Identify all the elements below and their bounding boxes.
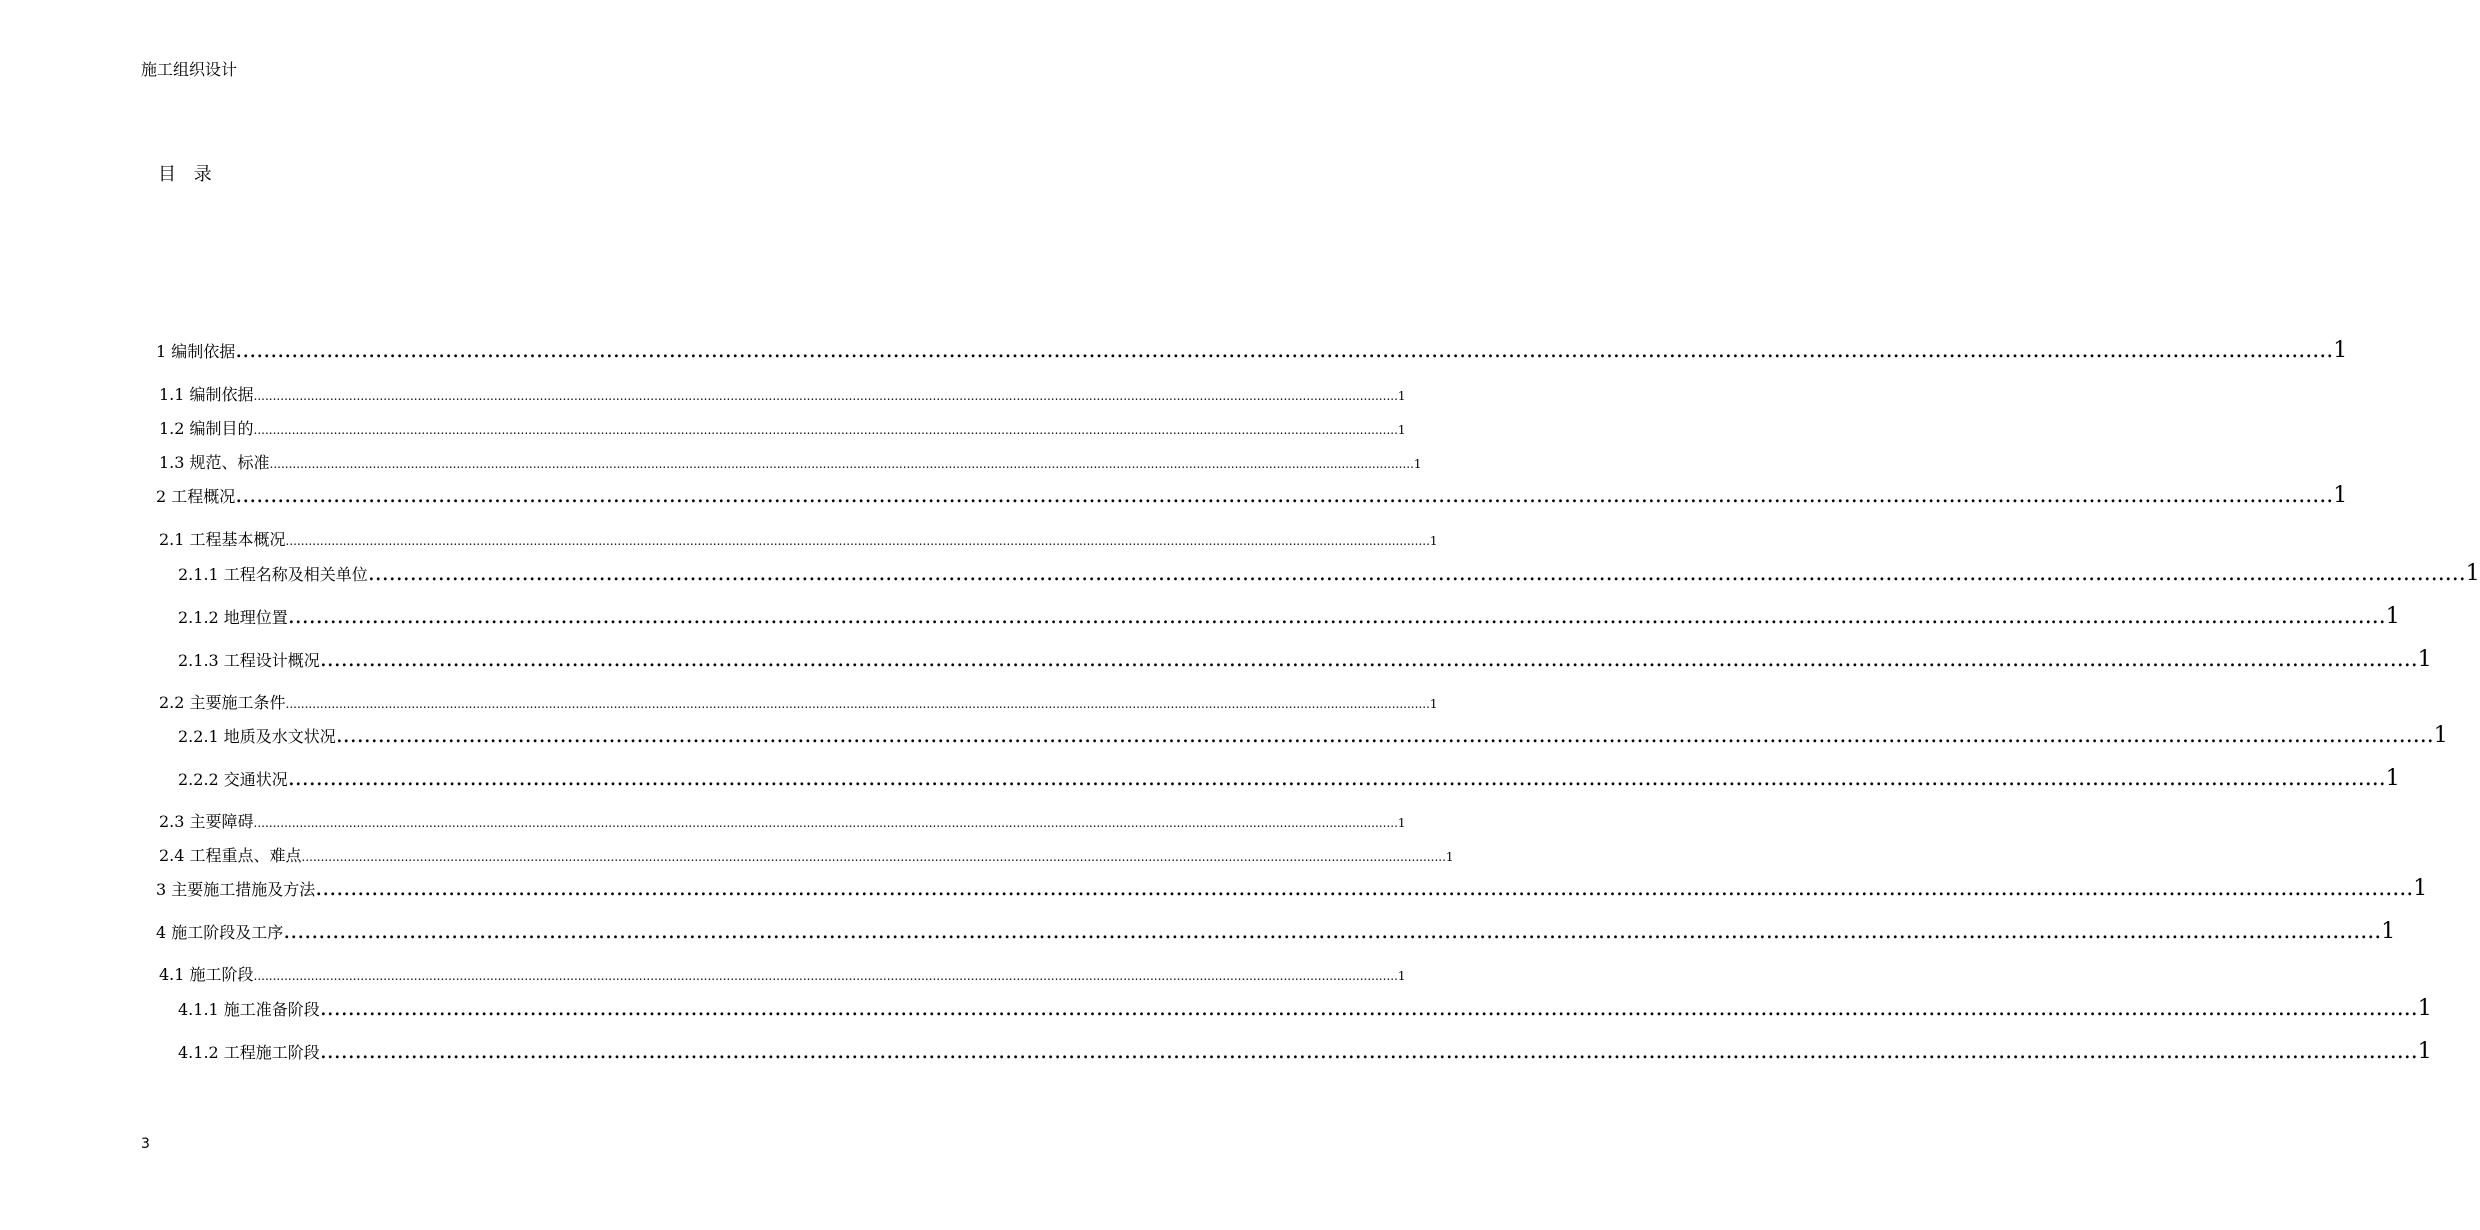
toc-entry[interactable]: [156, 338, 2348, 363]
toc-entry[interactable]: [159, 527, 1438, 550]
toc-entry[interactable]: [159, 450, 1422, 473]
toc-entry-label: 1.2 编制目的: [159, 419, 254, 438]
toc-entry[interactable]: [178, 561, 2480, 586]
dot-leader: ............................................................................................................................................................................................................................................................................................................: [253, 969, 1398, 983]
page-number: 3: [141, 1136, 150, 1152]
toc-entry-label: 2.1.1 工程名称及相关单位: [178, 565, 368, 584]
dot-leader: ............................................................................................................................................................................................................................................................................................................: [319, 996, 2418, 1021]
dot-leader: ............................................................................................................................................................................................................................................................................................................: [253, 389, 1398, 403]
toc-entry-page: 1: [2417, 1039, 2432, 1064]
toc-entry[interactable]: [178, 604, 2400, 629]
dot-leader: ............................................................................................................................................................................................................................................................................................................: [301, 850, 1446, 864]
dot-leader: ............................................................................................................................................................................................................................................................................................................: [315, 876, 2414, 901]
toc-entry-label: 2 工程概况: [156, 487, 236, 506]
toc-entry-label: 2.2 主要施工条件: [159, 693, 286, 712]
toc-entry-label: 2.2.1 地质及水文状况: [178, 727, 336, 746]
toc-entry-label: 3 主要施工措施及方法: [156, 880, 316, 899]
dot-leader: ............................................................................................................................................................................................................................................................................................................: [253, 816, 1398, 830]
toc-entry[interactable]: [178, 723, 2448, 748]
dot-leader: ............................................................................................................................................................................................................................................................................................................: [285, 697, 1430, 711]
running-header: 施工组织设计: [141, 60, 238, 79]
dot-leader: ............................................................................................................................................................................................................................................................................................................: [253, 423, 1398, 437]
toc-entry-page: 1: [1429, 697, 1438, 711]
toc-entry-label: 2.1.2 地理位置: [178, 608, 288, 627]
toc-entry[interactable]: [156, 876, 2428, 901]
toc-entry-page: 1: [2465, 561, 2480, 586]
toc-entry-page: 1: [1397, 389, 1406, 403]
dot-leader: ............................................................................................................................................................................................................................................................................................................: [319, 647, 2418, 672]
toc-entry-label: 4.1 施工阶段: [159, 965, 254, 984]
toc-entry-label: 1.1 编制依据: [159, 385, 254, 404]
toc-entry[interactable]: [156, 483, 2348, 508]
toc-entry-page: 1: [1413, 457, 1422, 471]
toc-entry[interactable]: [178, 996, 2432, 1021]
toc-entry-page: 1: [2417, 647, 2432, 672]
dot-leader: ............................................................................................................................................................................................................................................................................................................: [287, 604, 2386, 629]
toc-entry[interactable]: [159, 690, 1438, 713]
toc-entry[interactable]: [159, 382, 1406, 405]
toc-entry-label: 1.3 规范、标准: [159, 453, 270, 472]
dot-leader: ............................................................................................................................................................................................................................................................................................................: [283, 919, 2382, 944]
toc-entry[interactable]: [159, 843, 1454, 866]
toc-entry-page: 1: [1397, 423, 1406, 437]
toc-entry-label: 1 编制依据: [156, 342, 236, 361]
dot-leader: ............................................................................................................................................................................................................................................................................................................: [269, 457, 1414, 471]
toc-entry[interactable]: [156, 919, 2396, 944]
dot-leader: ............................................................................................................................................................................................................................................................................................................: [235, 338, 2334, 363]
dot-leader: ............................................................................................................................................................................................................................................................................................................: [235, 483, 2334, 508]
toc-entry-label: 4.1.1 施工准备阶段: [178, 1000, 320, 1019]
toc-entry[interactable]: [178, 647, 2432, 672]
dot-leader: ............................................................................................................................................................................................................................................................................................................: [335, 723, 2434, 748]
toc-entry-page: 1: [2413, 876, 2428, 901]
toc-entry-label: 2.2.2 交通状况: [178, 770, 288, 789]
dot-leader: ............................................................................................................................................................................................................................................................................................................: [287, 766, 2386, 791]
toc-entry[interactable]: [159, 416, 1406, 439]
toc-title: 目 录: [158, 164, 218, 185]
toc-entry-page: 1: [2381, 919, 2396, 944]
toc-entry-page: 1: [2333, 483, 2348, 508]
toc-entry-page: 1: [2385, 766, 2400, 791]
toc-entry-label: 4.1.2 工程施工阶段: [178, 1043, 320, 1062]
toc-entry-page: 1: [2417, 996, 2432, 1021]
toc-entry-label: 2.3 主要障碍: [159, 812, 254, 831]
toc-entry-page: 1: [1445, 850, 1454, 864]
dot-leader: ............................................................................................................................................................................................................................................................................................................: [319, 1039, 2418, 1064]
toc-entry-label: 4 施工阶段及工序: [156, 923, 284, 942]
toc-entry-label: 2.1 工程基本概况: [159, 530, 286, 549]
toc-entry-label: 2.1.3 工程设计概况: [178, 651, 320, 670]
toc-entry-page: 1: [2433, 723, 2448, 748]
dot-leader: ............................................................................................................................................................................................................................................................................................................: [285, 534, 1430, 548]
toc-entry-page: 1: [2385, 604, 2400, 629]
toc-entry-page: 1: [1429, 534, 1438, 548]
toc-entry[interactable]: [178, 1039, 2432, 1064]
toc-entry[interactable]: [159, 809, 1406, 832]
dot-leader: ............................................................................................................................................................................................................................................................................................................: [367, 561, 2466, 586]
toc-entry-page: 1: [1397, 969, 1406, 983]
toc-entry-page: 1: [1397, 816, 1406, 830]
toc-entry-label: 2.4 工程重点、难点: [159, 846, 302, 865]
toc-entry[interactable]: [159, 962, 1406, 985]
toc-entry[interactable]: [178, 766, 2400, 791]
toc-entry-page: 1: [2333, 338, 2348, 363]
